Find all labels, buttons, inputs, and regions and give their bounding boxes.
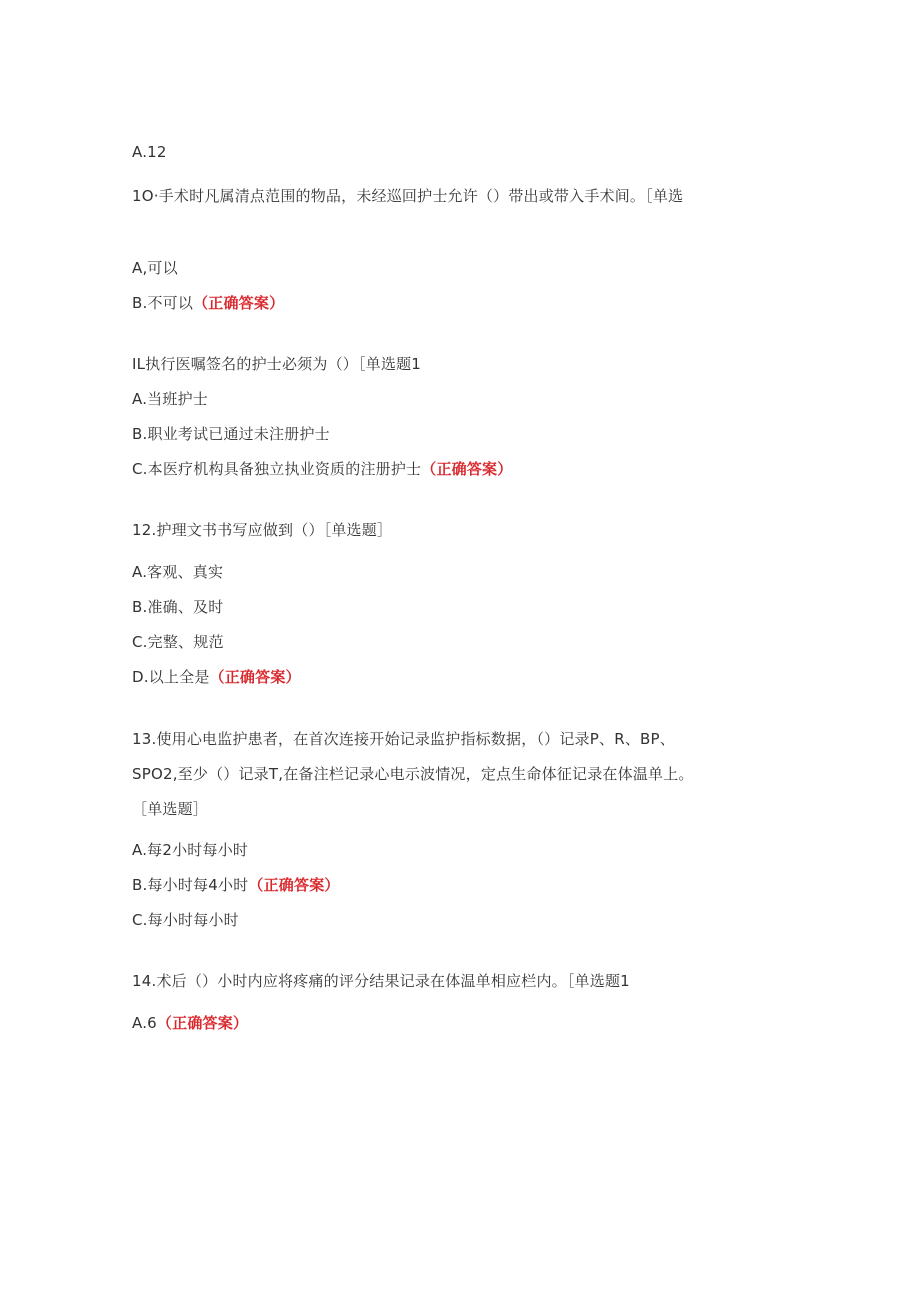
question-text: SPO2,至少（）记录T,在备注栏记录心电示波情况，定点生命体征记录在体温单上。: [132, 765, 694, 783]
question-11: [132, 354, 421, 374]
answer-option: [132, 597, 223, 617]
answer-option: [132, 562, 223, 582]
answer-option: [132, 424, 330, 444]
option-text: D.以上全是: [132, 668, 210, 686]
option-text: B.不可以: [132, 294, 194, 312]
question-13-continued: [132, 764, 694, 784]
correct-answer-tag: （正确答案）: [421, 460, 513, 478]
option-text: A.12: [132, 143, 167, 161]
option-text: C.每小时每小时: [132, 911, 239, 929]
answer-option: [132, 875, 340, 895]
correct-answer-tag: （正确答案）: [193, 294, 285, 312]
answer-option: [132, 840, 248, 860]
option-text: B.职业考试已通过未注册护士: [132, 425, 330, 443]
question-14: [132, 971, 630, 991]
answer-option: [132, 389, 208, 409]
question-12: [132, 520, 392, 540]
question-13: [132, 729, 675, 749]
answer-option: [132, 258, 178, 278]
option-text: A.客观、真实: [132, 563, 224, 581]
answer-option: [132, 1013, 248, 1033]
answer-option: [132, 293, 284, 313]
option-text: B.每小时每4小时: [132, 876, 249, 894]
answer-option: [132, 667, 301, 687]
option-text: C.完整、规范: [132, 633, 224, 651]
question-text: ［单选题］: [132, 800, 209, 818]
option-text: C.本医疗机构具备独立执业资质的注册护士: [132, 460, 422, 478]
question-text: 14.术后（）小时内应将疼痛的评分结果记录在体温单相应栏内。［单选题1: [132, 972, 630, 990]
answer-option: [132, 142, 167, 162]
question-text: 12.护理文书书写应做到（）［单选题］: [132, 521, 393, 539]
question-text: IL执行医嘱签名的护士必须为（）［单选题1: [132, 355, 422, 373]
correct-answer-tag: （正确答案）: [248, 876, 340, 894]
question-text: 1O·手术时凡属清点范围的物品，未经巡回护士允许（）带出或带入手术间。［单选: [132, 187, 684, 205]
question-10: [132, 186, 683, 206]
answer-option: [132, 910, 239, 930]
option-text: A,可以: [132, 259, 178, 277]
answer-option: [132, 459, 512, 479]
answer-option: [132, 632, 224, 652]
question-text: 13.使用心电监护患者，在首次连接开始记录监护指标数据，（）记录P、R、BP、: [132, 730, 675, 748]
option-text: A.当班护士: [132, 390, 208, 408]
correct-answer-tag: （正确答案）: [156, 1014, 249, 1032]
question-type-label: [132, 799, 208, 819]
correct-answer-tag: （正确答案）: [209, 668, 301, 686]
option-text: A.每2小时每小时: [132, 841, 249, 859]
option-text: B.准确、及时: [132, 598, 224, 616]
option-text: A.6: [132, 1014, 157, 1032]
